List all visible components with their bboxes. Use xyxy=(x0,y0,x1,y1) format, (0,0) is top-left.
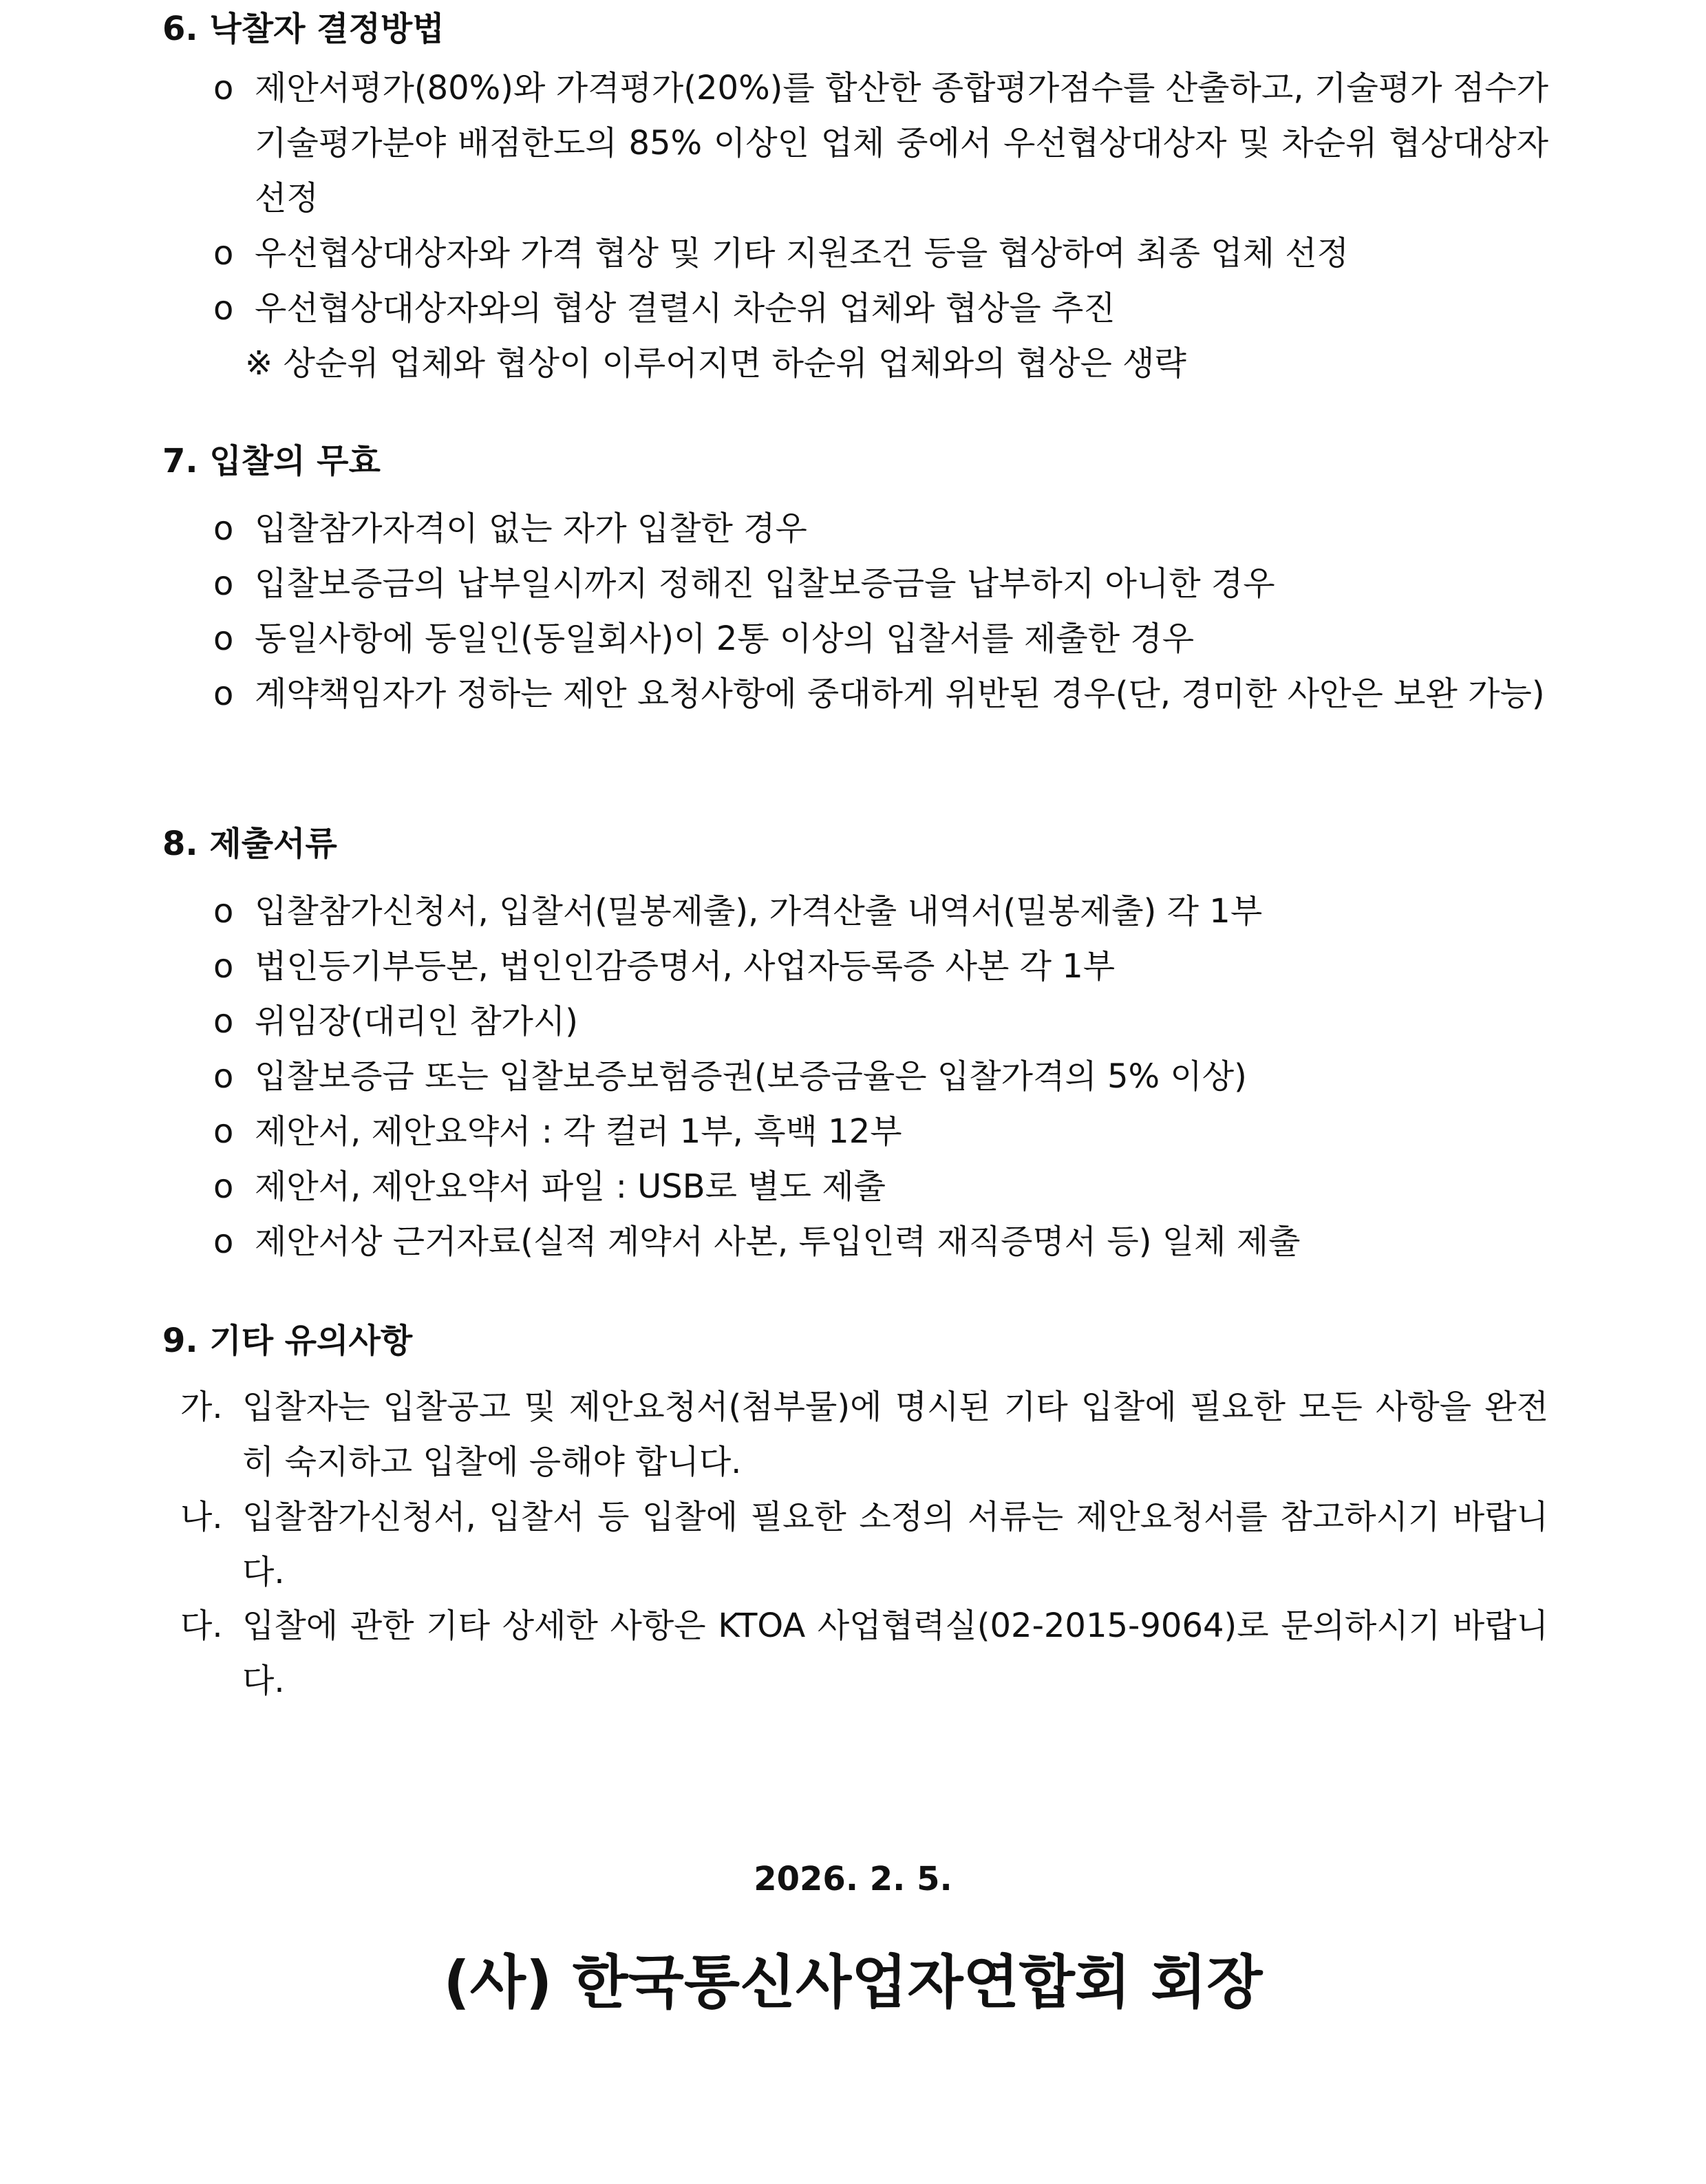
bullet-text: 제안서, 제안요약서 파일 : USB로 별도 제출 xyxy=(255,1167,886,1206)
bullet-mark: o xyxy=(213,509,234,548)
notice-item xyxy=(180,1379,1548,1489)
notice-item-mark: 다. xyxy=(180,1607,223,1645)
bullet-item xyxy=(213,939,1548,994)
bullet-mark: o xyxy=(213,675,234,713)
bullet-text: 우선협상대상자와 가격 협상 및 기타 지원조건 등을 협상하여 최종 업체 선정 xyxy=(255,234,1349,273)
bullet-mark: o xyxy=(213,1002,234,1041)
bullet-item xyxy=(213,1159,1548,1214)
section-heading-8: 8. 제출서류 xyxy=(162,825,337,863)
notice-item-text: 입찰참가신청서, 입찰서 등 입찰에 필요한 소정의 서류는 제안요청서를 참고하시기 바랍니다. xyxy=(242,1498,1548,1591)
bullet-mark: o xyxy=(213,1057,234,1096)
section-heading-6: 6. 낙찰자 결정방법 xyxy=(162,10,445,48)
bullet-mark: o xyxy=(213,1222,234,1261)
bullet-text: 입찰보증금의 납부일시까지 정해진 입찰보증금을 납부하지 아니한 경우 xyxy=(255,564,1275,603)
bullet-text: 입찰참가신청서, 입찰서(밀봉제출), 가격산출 내역서(밀봉제출) 각 1부 xyxy=(255,892,1263,931)
bullet-item xyxy=(213,556,1548,611)
bullet-text: 법인등기부등본, 법인인감증명서, 사업자등록증 사본 각 1부 xyxy=(255,947,1116,986)
bullet-item xyxy=(213,1214,1548,1269)
bullet-text: 제안서, 제안요약서 : 각 컬러 1부, 흑백 12부 xyxy=(255,1112,902,1151)
notice-item-text: 입찰에 관한 기타 상세한 사항은 KTOA 사업협력실(02-2015-9064)로 문의하시기 바랍니다. xyxy=(242,1607,1548,1700)
bullet-mark: o xyxy=(213,1167,234,1206)
bullet-text: 계약책임자가 정하는 제안 요청사항에 중대하게 위반된 경우(단, 경미한 사안은 보완 가능) xyxy=(255,675,1545,713)
bullet-item xyxy=(213,501,1548,556)
organization-name: (사) 한국통신사업자연합회 회장 xyxy=(443,1949,1263,2016)
bullet-item xyxy=(213,226,1548,281)
bullet-item xyxy=(213,1049,1548,1104)
document-date: 2026. 2. 5. xyxy=(754,1860,952,1898)
bullet-mark: o xyxy=(213,892,234,931)
bullet-item xyxy=(213,994,1548,1049)
bullet-mark: o xyxy=(213,1112,234,1151)
bullet-item xyxy=(213,884,1548,939)
bullet-mark: o xyxy=(213,619,234,658)
bullet-item xyxy=(213,611,1548,666)
bullet-item xyxy=(213,61,1548,226)
bullet-mark: o xyxy=(213,69,234,107)
section-heading-7: 7. 입찰의 무효 xyxy=(162,442,381,480)
bullet-mark: o xyxy=(213,234,234,273)
bullet-text: 입찰보증금 또는 입찰보증보험증권(보증금율은 입찰가격의 5% 이상) xyxy=(255,1057,1247,1096)
bullet-text: 동일사항에 동일인(동일회사)이 2통 이상의 입찰서를 제출한 경우 xyxy=(255,619,1195,658)
note-text: ※ 상순위 업체와 협상이 이루어지면 하순위 업체와의 협상은 생략 xyxy=(245,344,1186,383)
notice-item-mark: 가. xyxy=(180,1388,223,1426)
bullet-text: 우선협상대상자와의 협상 결렬시 차순위 업체와 협상을 추진 xyxy=(255,289,1116,328)
bullet-item xyxy=(213,281,1548,336)
bullet-mark: o xyxy=(213,564,234,603)
bullet-text: 제안서상 근거자료(실적 계약서 사본, 투입인력 재직증명서 등) 일체 제출 xyxy=(255,1222,1301,1261)
bullet-item xyxy=(213,1104,1548,1159)
bullet-text: 제안서평가(80%)와 가격평가(20%)를 합산한 종합평가점수를 산출하고, 기술평가 점수가 기술평가분야 배점한도의 85% 이상인 업체 중에서 우선협상대상자 및 차순위 협상대상자 선정 xyxy=(255,69,1548,218)
bullet-mark: o xyxy=(213,289,234,328)
bullet-item xyxy=(213,666,1548,721)
notice-item xyxy=(180,1489,1548,1600)
section-heading-9: 9. 기타 유의사항 xyxy=(162,1322,413,1360)
bullet-text: 위임장(대리인 참가시) xyxy=(255,1002,579,1041)
bullet-mark: o xyxy=(213,947,234,986)
notice-item-mark: 나. xyxy=(180,1498,223,1536)
notice-item xyxy=(180,1598,1548,1708)
bullet-text: 입찰참가자격이 없는 자가 입찰한 경우 xyxy=(255,509,807,548)
notice-item-text: 입찰자는 입찰공고 및 제안요청서(첨부물)에 명시된 기타 입찰에 필요한 모든 사항을 완전히 숙지하고 입찰에 응해야 합니다. xyxy=(242,1388,1548,1481)
